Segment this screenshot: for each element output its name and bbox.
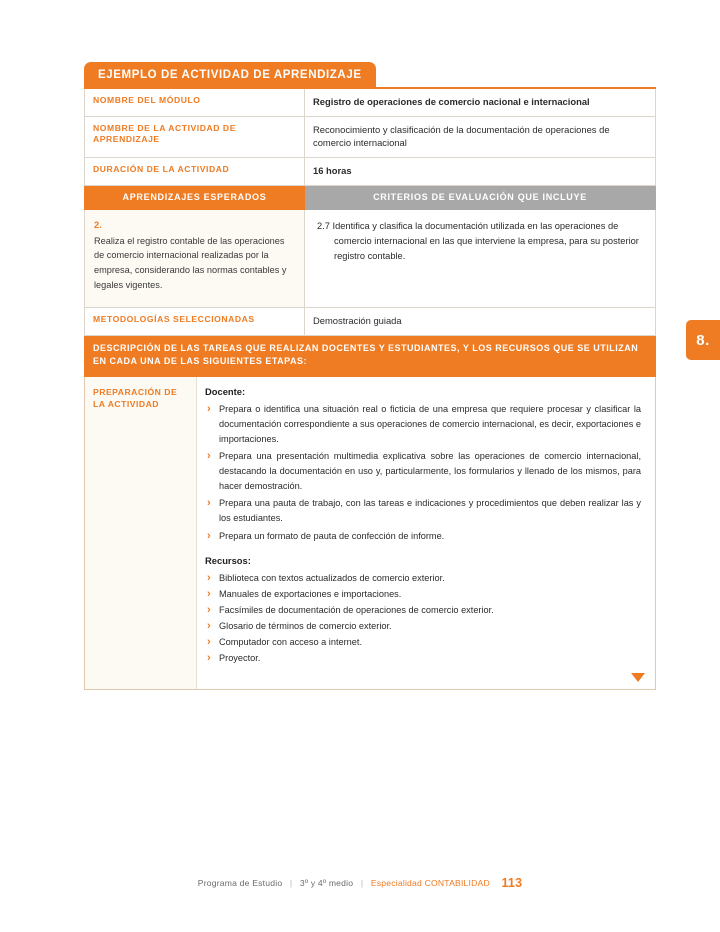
info-table [84, 87, 656, 377]
page-title: EJEMPLO DE ACTIVIDAD DE APRENDIZAJE [84, 62, 376, 87]
table-row [85, 335, 656, 376]
description-banner: DESCRIPCIÓN DE LAS TAREAS QUE REALIZAN DOCENTES Y ESTUDIANTES, Y LOS RECURSOS QUE SE UTILIZAN EN CADA UNA DE LAS SIGUIENTES ETAPAS: [85, 335, 656, 376]
list-item: › Facsímiles de documentación de operaciones de comercio exterior. [205, 603, 641, 618]
list-item: › Prepara una presentación multimedia explicativa sobre las operaciones de comercio internacional, destacando la documentación en uso y, particularmente, los formularios y llenado de los mismos, para hacer demostración. [205, 449, 641, 494]
list-item: › Manuales de exportaciones e importaciones. [205, 587, 641, 602]
list-item: › Prepara un formato de pauta de confección de informe. [205, 529, 641, 544]
list-item: › Biblioteca con textos actualizados de comercio exterior. [205, 571, 641, 586]
footer-separator: | [289, 878, 293, 888]
evaluation-criteria-text: 2.7 Identifica y clasifica la documentación utilizada en las operaciones de comercio internacional en las que interviene la empresa, para su posterior registro contable. [317, 220, 639, 261]
duration-value: 16 horas [305, 157, 656, 185]
list-item: › Prepara o identifica una situación real o ficticia de una empresa que requiere procesar y clasificar la documentación correspondiente a sus operaciones de comercio internacional, es decir, exportaciones e importaciones. [205, 402, 641, 447]
footer-page-number: 113 [501, 876, 523, 890]
stage-label: PREPARACIÓN DE LA ACTIVIDAD [93, 386, 178, 410]
table-row [85, 185, 656, 209]
list-item: › Prepara una pauta de trabajo, con las tareas e indicaciones y procedimientos que deben realizar las y los estudiantes. [205, 496, 641, 526]
stage-panel [84, 377, 656, 690]
teacher-task-list [205, 402, 641, 544]
resources-heading: Recursos: [205, 555, 251, 567]
table-row [85, 209, 656, 308]
duration-label: DURACIÓN DE LA ACTIVIDAD [85, 157, 305, 185]
methodology-value: Demostración guiada [305, 308, 656, 336]
footer-program: Programa de Estudio [197, 878, 283, 888]
chapter-tab: 8. [686, 320, 720, 360]
page-footer [0, 876, 720, 890]
evaluation-criteria-header: CRITERIOS DE EVALUACIÓN QUE INCLUYE [305, 185, 656, 209]
learning-outcome-number: 2. [94, 218, 102, 230]
activity-card [84, 62, 656, 690]
module-name-value: Registro de operaciones de comercio nacional e internacional [305, 88, 656, 116]
list-item: › Glosario de términos de comercio exterior. [205, 619, 641, 634]
list-item: › Computador con acceso a internet. [205, 635, 641, 650]
table-row [85, 88, 656, 116]
teacher-heading: Docente: [205, 385, 246, 397]
activity-name-value: Reconocimiento y clasificación de la documentación de operaciones de comercio internacional [305, 116, 656, 157]
list-item: › Proyector. [205, 651, 641, 666]
stage-content-column [197, 377, 655, 689]
triangle-down-icon [631, 673, 645, 682]
stage-label-column [85, 377, 197, 689]
table-row [85, 116, 656, 157]
footer-specialty: Especialidad CONTABILIDAD [370, 878, 490, 888]
learning-outcome-cell [85, 209, 305, 308]
methodology-label: METODOLOGÍAS SELECCIONADAS [85, 308, 305, 336]
resources-list [205, 571, 641, 665]
table-row [85, 157, 656, 185]
learning-outcome-text: Realiza el registro contable de las operaciones de comercio internacional realizadas por la empresa, considerando las normas contables y legales vigentes. [94, 235, 287, 291]
activity-name-label: NOMBRE DE LA ACTIVIDAD DE APRENDIZAJE [85, 116, 305, 157]
footer-level: 3º y 4º medio [299, 878, 354, 888]
table-row [85, 308, 656, 336]
evaluation-criteria-cell [305, 209, 656, 308]
module-name-label: NOMBRE DEL MÓDULO [85, 88, 305, 116]
footer-separator: | [360, 878, 364, 888]
learning-outcomes-header: APRENDIZAJES ESPERADOS [85, 185, 305, 209]
